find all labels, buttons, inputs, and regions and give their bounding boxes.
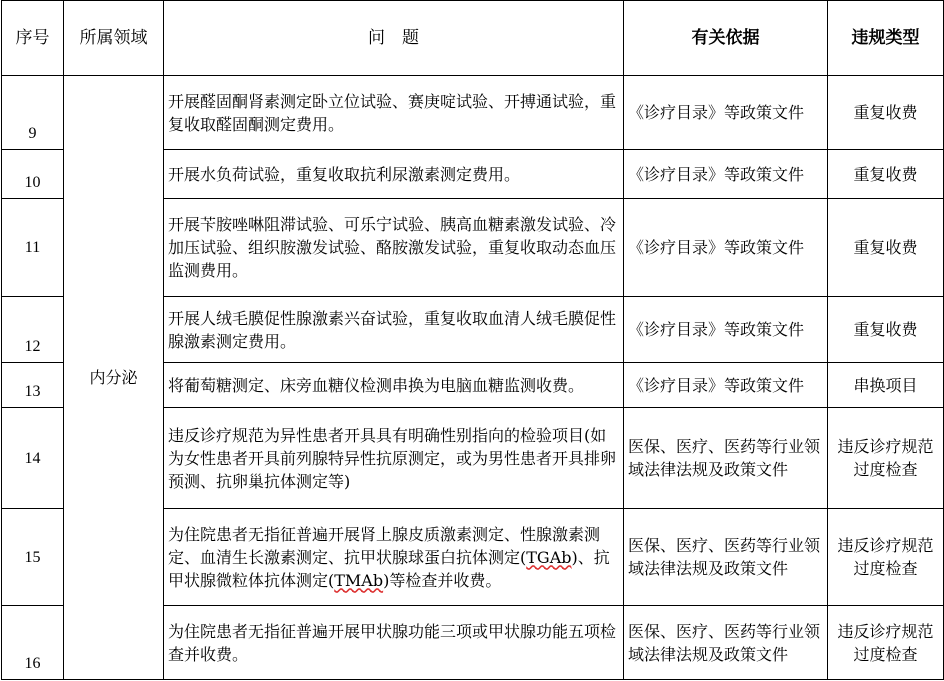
row-issue: 为住院患者无指征普遍开展甲状腺功能三项或甲状腺功能五项检查并收费。 bbox=[164, 606, 624, 680]
row-seq: 15 bbox=[2, 509, 64, 606]
issue-text-a: 为住院患者无指征普遍开展肾上腺皮质激素测定、性腺激素测定、血清生长激素测定、抗甲状腺球蛋白抗体测定( bbox=[168, 524, 601, 567]
issue-tag-tgab: TGAb bbox=[526, 547, 572, 567]
row-issue: 开展苄胺唑啉阻滞试验、可乐宁试验、胰高血糖素激发试验、冷加压试验、组织胺激发试验、酪胺激发试验，重复收取动态血压监测费用。 bbox=[164, 199, 624, 297]
violations-table bbox=[1, 0, 944, 680]
row-issue: 将葡萄糖测定、床旁血糖仪检测串换为电脑血糖监测收费。 bbox=[164, 363, 624, 408]
header-domain: 所属领域 bbox=[64, 1, 164, 76]
row-type: 串换项目 bbox=[828, 363, 944, 408]
row-seq: 11 bbox=[2, 199, 64, 297]
row-basis: 医保、医疗、医药等行业领域法律法规及政策文件 bbox=[624, 606, 828, 680]
row-seq: 16 bbox=[2, 606, 64, 680]
row-seq: 13 bbox=[2, 363, 64, 408]
row-issue: 违反诊疗规范为异性患者开具具有明确性别指向的检验项目(如为女性患者开具前列腺特异性抗原测定，或为男性患者开具排卵预测、抗卵巢抗体测定等) bbox=[164, 408, 624, 509]
row-seq: 14 bbox=[2, 408, 64, 509]
header-basis: 有关依据 bbox=[624, 1, 828, 76]
domain-cell: 内分泌 bbox=[64, 76, 164, 680]
row-issue: 开展醛固酮肾素测定卧立位试验、赛庚啶试验、开搏通试验，重复收取醛固酮测定费用。 bbox=[164, 76, 624, 150]
row-type: 重复收费 bbox=[828, 199, 944, 297]
row-basis: 《诊疗目录》等政策文件 bbox=[624, 363, 828, 408]
row-type: 重复收费 bbox=[828, 297, 944, 363]
row-basis: 《诊疗目录》等政策文件 bbox=[624, 76, 828, 150]
issue-tag-tmab: TMAb bbox=[334, 570, 384, 590]
header-seq: 序号 bbox=[2, 1, 64, 76]
row-issue: 开展水负荷试验，重复收取抗利尿激素测定费用。 bbox=[164, 150, 624, 199]
header-issue: 问 题 bbox=[164, 1, 624, 76]
row-issue: 开展人绒毛膜促性腺激素兴奋试验，重复收取血清人绒毛膜促性腺激素测定费用。 bbox=[164, 297, 624, 363]
row-basis: 《诊疗目录》等政策文件 bbox=[624, 150, 828, 199]
row-type: 违反诊疗规范过度检查 bbox=[828, 509, 944, 606]
table-row bbox=[2, 76, 944, 150]
header-row bbox=[2, 1, 944, 76]
issue-text-c: )等检查并收费。 bbox=[383, 570, 502, 590]
row-basis: 《诊疗目录》等政策文件 bbox=[624, 297, 828, 363]
row-basis: 医保、医疗、医药等行业领域法律法规及政策文件 bbox=[624, 408, 828, 509]
header-type: 违规类型 bbox=[828, 1, 944, 76]
row-issue bbox=[164, 509, 624, 606]
row-type: 违反诊疗规范过度检查 bbox=[828, 606, 944, 680]
row-type: 违反诊疗规范过度检查 bbox=[828, 408, 944, 509]
row-seq: 10 bbox=[2, 150, 64, 199]
row-seq: 9 bbox=[2, 76, 64, 150]
row-basis: 《诊疗目录》等政策文件 bbox=[624, 199, 828, 297]
issue-text-b: )、抗甲状腺微粒体抗体测定( bbox=[168, 547, 610, 590]
row-type: 重复收费 bbox=[828, 150, 944, 199]
row-basis: 医保、医疗、医药等行业领域法律法规及政策文件 bbox=[624, 509, 828, 606]
row-seq: 12 bbox=[2, 297, 64, 363]
row-type: 重复收费 bbox=[828, 76, 944, 150]
